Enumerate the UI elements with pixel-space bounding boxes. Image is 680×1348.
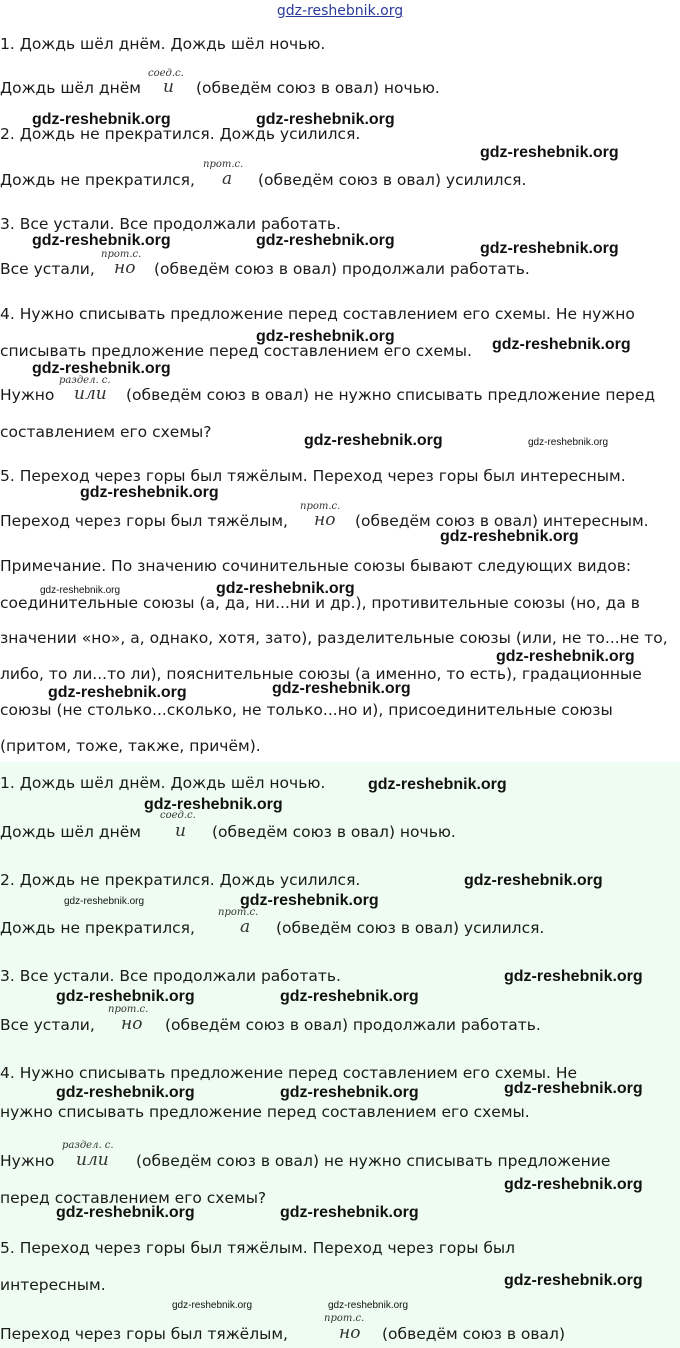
- bottom-task4-answer-end: перед составлением его схемы?: [0, 1189, 267, 1207]
- top-task1-union-label: соед.с.: [148, 68, 184, 79]
- bottom-task4-answer-start: Нужно: [0, 1152, 55, 1170]
- top-task2-answer-end: (обведём союз в овал) усилился.: [258, 171, 527, 189]
- top-task4-sentence2: списывать предложение перед составлением его схемы.: [0, 342, 472, 360]
- top-task3-union-label: прот.с.: [101, 249, 142, 260]
- top-task4-sentence1: 4. Нужно списывать предложение перед составлением его схемы. Не нужно: [0, 305, 635, 323]
- watermark: gdz-reshebnik.org: [32, 360, 171, 377]
- watermark: gdz-reshebnik.org: [480, 240, 619, 257]
- top-task4-answer-start: Нужно: [0, 386, 55, 404]
- watermark: gdz-reshebnik.org: [256, 328, 395, 345]
- top-task5-sentences: 5. Переход через горы был тяжёлым. Переход через горы был интересным.: [0, 467, 626, 485]
- bottom-task5-sentences: 5. Переход через горы был тяжёлым. Переход через горы был: [0, 1239, 516, 1257]
- top-task4-union-label: раздел. с.: [59, 375, 111, 386]
- top-task3-answer-start: Все устали,: [0, 260, 95, 278]
- top-task4-answer-end: составлением его схемы?: [0, 423, 212, 441]
- bottom-task2-union: а: [240, 917, 251, 937]
- watermark: gdz-reshebnik.org: [280, 1204, 419, 1221]
- top-task1-sentences: 1. Дождь шёл днём. Дождь шёл ночью.: [0, 35, 326, 53]
- watermark: gdz-reshebnik.org: [280, 1084, 419, 1101]
- top-task5-union: но: [314, 510, 336, 530]
- bottom-task2-answer-end: (обведём союз в овал) усилился.: [276, 919, 545, 937]
- watermark: gdz-reshebnik.org: [256, 111, 395, 128]
- bottom-task2-union-label: прот.с.: [218, 907, 259, 918]
- top-task5-union-label: прот.с.: [300, 501, 341, 512]
- watermark: gdz-reshebnik.org: [304, 432, 443, 449]
- watermark-small: gdz-reshebnik.org: [64, 896, 145, 907]
- bottom-task3-union-label: прот.с.: [108, 1004, 149, 1015]
- watermark: gdz-reshebnik.org: [492, 336, 631, 353]
- watermark-small: gdz-reshebnik.org: [328, 1300, 409, 1311]
- watermark-small: gdz-reshebnik.org: [172, 1300, 253, 1311]
- watermark: gdz-reshebnik.org: [280, 988, 419, 1005]
- watermark: gdz-reshebnik.org: [272, 680, 411, 697]
- bottom-task3-answer-end: (обведём союз в овал) продолжали работать.: [165, 1016, 541, 1034]
- bottom-task1-union: и: [175, 821, 186, 841]
- bottom-task4-union-label: раздел. с.: [62, 1140, 114, 1151]
- watermark: gdz-reshebnik.org: [32, 232, 171, 249]
- note-line-5: союзы (не столько...сколько, не только...но и), присоединительные союзы: [0, 701, 613, 719]
- bottom-task5-answer-start: Переход через горы был тяжёлым,: [0, 1325, 288, 1343]
- note-line-6: (притом, тоже, также, причём).: [0, 737, 261, 755]
- watermark: gdz-reshebnik.org: [368, 776, 507, 793]
- bottom-task3-sentences: 3. Все устали. Все продолжали работать.: [0, 967, 341, 985]
- watermark: gdz-reshebnik.org: [48, 684, 187, 701]
- watermark: gdz-reshebnik.org: [144, 796, 283, 813]
- bottom-task1-union-label: соед.с.: [160, 810, 196, 821]
- watermark: gdz-reshebnik.org: [216, 580, 355, 597]
- watermark: gdz-reshebnik.org: [80, 484, 219, 501]
- top-task5-answer-start: Переход через горы был тяжёлым,: [0, 512, 288, 530]
- watermark: gdz-reshebnik.org: [240, 892, 379, 909]
- watermark: gdz-reshebnik.org: [504, 1176, 643, 1193]
- answer-panel: [0, 762, 680, 1348]
- bottom-task5-union-label: прот.с.: [324, 1313, 365, 1324]
- watermark: gdz-reshebnik.org: [504, 1272, 643, 1289]
- top-task5-answer-end: (обведём союз в овал) интересным.: [355, 512, 649, 530]
- watermark-small: gdz-reshebnik.org: [528, 437, 609, 448]
- watermark: gdz-reshebnik.org: [496, 648, 635, 665]
- top-task3-sentences: 3. Все устали. Все продолжали работать.: [0, 215, 341, 233]
- watermark: gdz-reshebnik.org: [32, 111, 171, 128]
- bottom-task1-answer-start: Дождь шёл днём: [0, 823, 141, 841]
- bottom-task5-sentences-cont: интересным.: [0, 1276, 106, 1294]
- watermark: gdz-reshebnik.org: [440, 528, 579, 545]
- top-task4-union: или: [74, 384, 107, 404]
- top-task2-sentences: 2. Дождь не прекратился. Дождь усилился.: [0, 125, 361, 143]
- bottom-task2-sentences: 2. Дождь не прекратился. Дождь усилился.: [0, 871, 361, 889]
- bottom-task5-answer-end: (обведём союз в овал): [382, 1325, 565, 1343]
- watermark: gdz-reshebnik.org: [504, 1080, 643, 1097]
- note-line-4: либо, то ли...то ли), пояснительные союзы (а именно, то есть), градационные: [0, 665, 642, 683]
- bottom-task2-answer-start: Дождь не прекратился,: [0, 919, 195, 937]
- top-task3-union: но: [114, 258, 136, 278]
- top-task2-union: а: [222, 169, 233, 189]
- bottom-task1-sentences: 1. Дождь шёл днём. Дождь шёл ночью.: [0, 774, 326, 792]
- bottom-task5-union: но: [339, 1323, 361, 1343]
- watermark: gdz-reshebnik.org: [504, 968, 643, 985]
- top-task3-answer-end: (обведём союз в овал) продолжали работать.: [154, 260, 530, 278]
- watermark: gdz-reshebnik.org: [480, 144, 619, 161]
- top-task4-answer-middle: (обведём союз в овал) не нужно списывать предложение перед: [126, 386, 656, 404]
- bottom-task4-sentence2: нужно списывать предложение перед составлением его схемы.: [0, 1103, 530, 1121]
- bottom-task4-sentence1: 4. Нужно списывать предложение перед составлением его схемы. Не: [0, 1064, 578, 1082]
- top-task1-answer-end: (обведём союз в овал) ночью.: [196, 79, 440, 97]
- top-task1-answer-start: Дождь шёл днём: [0, 79, 141, 97]
- watermark: gdz-reshebnik.org: [56, 988, 195, 1005]
- bottom-task3-answer-start: Все устали,: [0, 1016, 95, 1034]
- bottom-task1-answer-end: (обведём союз в овал) ночью.: [212, 823, 456, 841]
- top-task2-union-label: прот.с.: [203, 159, 244, 170]
- watermark: gdz-reshebnik.org: [56, 1084, 195, 1101]
- top-task2-answer-start: Дождь не прекратился,: [0, 171, 195, 189]
- bottom-task3-union: но: [121, 1014, 143, 1034]
- bottom-task4-answer-middle: (обведём союз в овал) не нужно списывать предложение: [136, 1152, 611, 1170]
- watermark-small: gdz-reshebnik.org: [40, 585, 121, 596]
- watermark: gdz-reshebnik.org: [464, 872, 603, 889]
- top-task1-union: и: [163, 77, 174, 97]
- note-line-2: соединительные союзы (а, да, ни...ни и др.), противительные союзы (но, да в: [0, 594, 640, 612]
- note-line-1: Примечание. По значению сочинительные союзы бывают следующих видов:: [0, 557, 632, 575]
- watermark: gdz-reshebnik.org: [256, 232, 395, 249]
- bottom-task4-union: или: [76, 1150, 109, 1170]
- site-watermark-header[interactable]: gdz-reshebnik.org: [276, 3, 404, 19]
- note-line-3: значении «но», а, однако, хотя, зато), разделительные союзы (или, не то...не то,: [0, 629, 668, 647]
- watermark: gdz-reshebnik.org: [56, 1204, 195, 1221]
